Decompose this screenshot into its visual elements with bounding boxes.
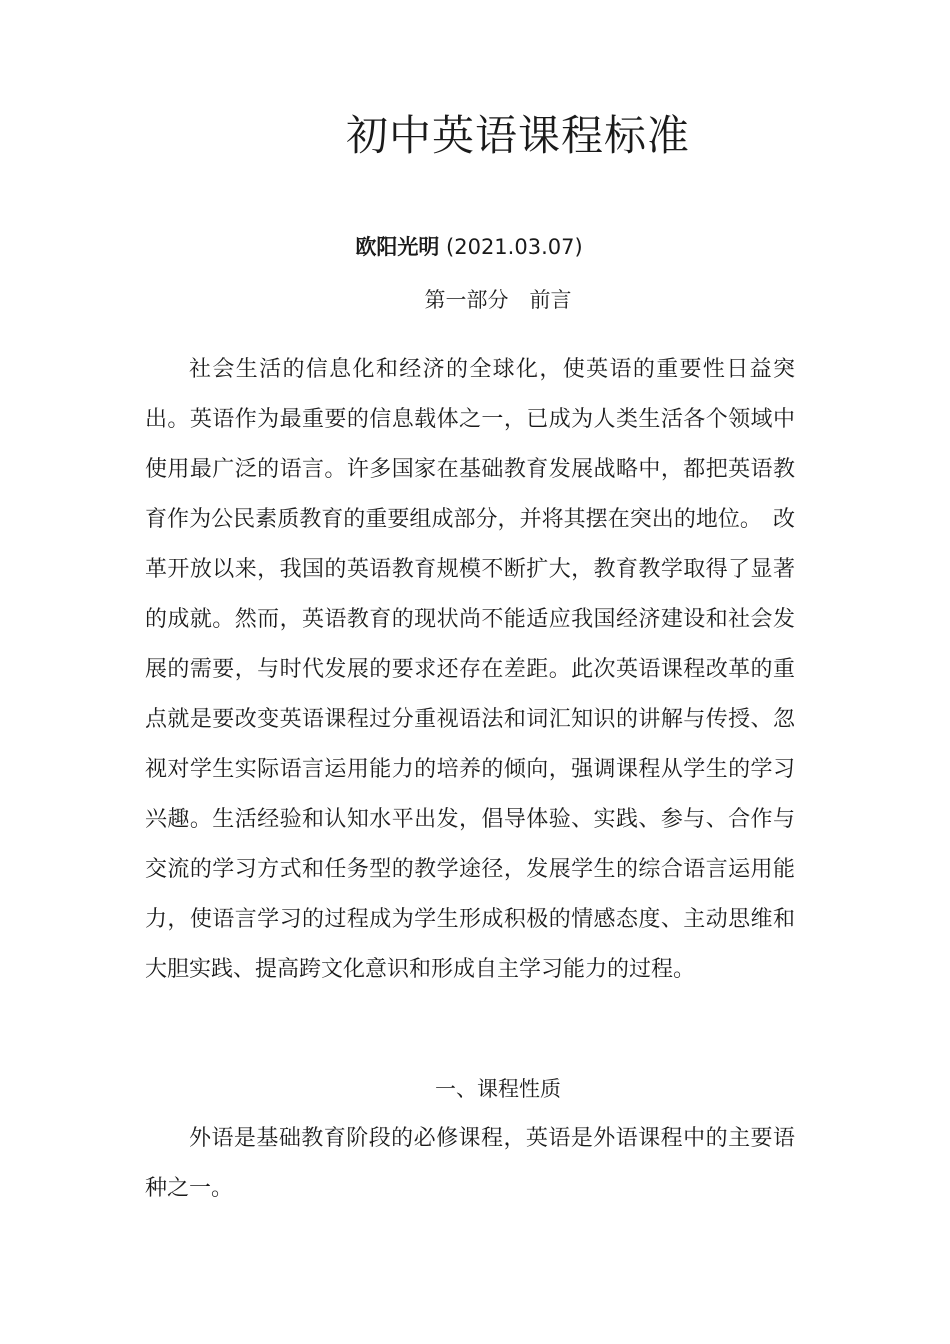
sub-heading-course-nature: 一、课程性质 bbox=[435, 1077, 561, 1101]
document-title: 初中英语课程标准 bbox=[345, 111, 690, 160]
part-heading: 第一部分 前言 bbox=[424, 288, 572, 312]
author-name: 欧阳光明 bbox=[355, 235, 440, 259]
document-date: (2021.03.07) bbox=[446, 235, 583, 259]
author-line bbox=[0, 232, 938, 262]
paragraph-preface: 社会生活的信息化和经济的全球化，使英语的重要性日益突出。英语作为最重要的信息载体之一，已成为人类生活各个领域中使用最广泛的语言。许多国家在基础教育发展战略中，都把英语教育作为公民素质教育的重要组成部分，并将其摆在突出的地位。 改革开放以来，我国的英语教育规模不断扩大，教育教学取得了显著的成就。然而，英语教育的现状尚不能适应我国经济建设和社会发展的需要，与时代发展的要求还存在差距。此次英语课程改革的重点就是要改变英语课程过分重视语法和词汇知识的讲解与传授、忽视对学生实际语言运用能力的培养的倾向，强调课程从学生的学习兴趣。生活经验和认知水平出发，倡导体验、实践、参与、合作与交流的学习方式和任务型的教学途径，发展学生的综合语言运用能力，使语言学习的过程成为学生形成积极的情感态度、主动思维和大胆实践、提高跨文化意识和形成自主学习能力的过程。 bbox=[145, 357, 795, 982]
paragraph-course-nature: 外语是基础教育阶段的必修课程，英语是外语课程中的主要语种之一。 bbox=[145, 1126, 795, 1201]
